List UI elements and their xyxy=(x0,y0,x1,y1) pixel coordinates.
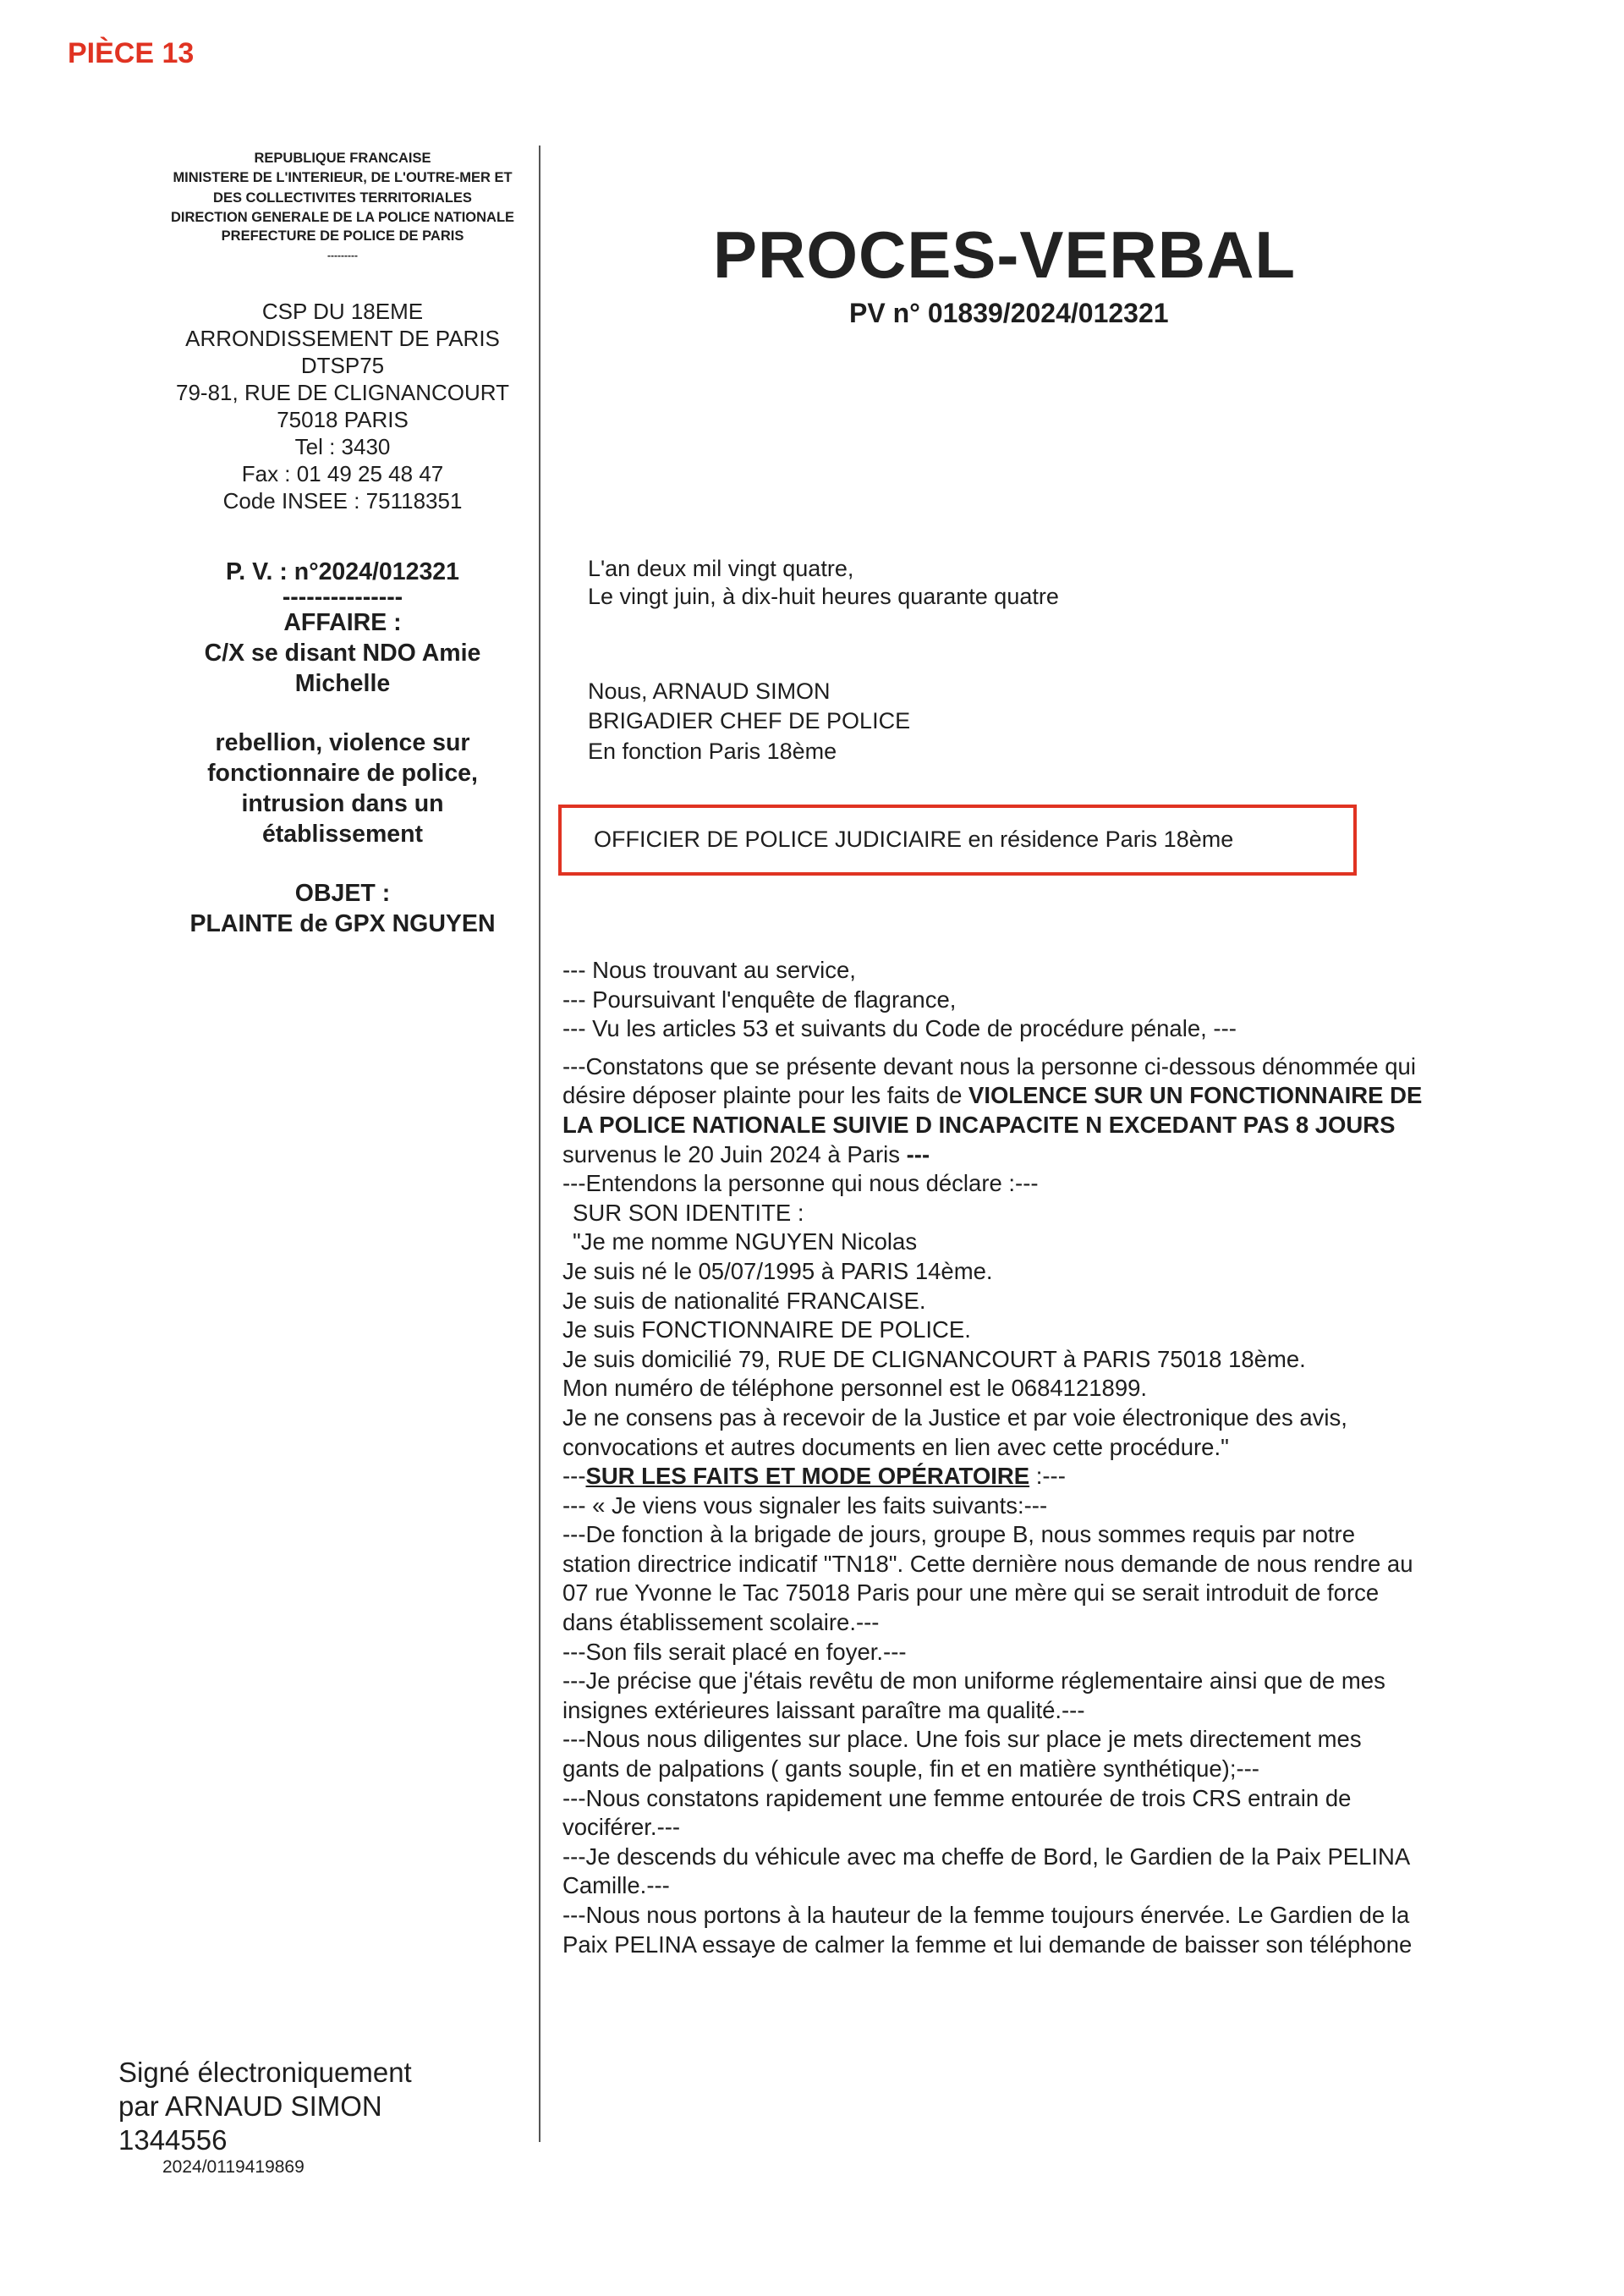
objet-value: PLAINTE de GPX NGUYEN xyxy=(189,910,496,937)
officer-line: BRIGADIER CHEF DE POLICE xyxy=(588,708,911,733)
electronic-signature xyxy=(118,2056,412,2157)
identity-line: "Je me nomme NGUYEN Nicolas xyxy=(573,1228,918,1255)
affaire-line: Michelle xyxy=(294,670,391,697)
pv-number: PV n° 01839/2024/012321 xyxy=(849,298,1169,328)
administration-line: DES COLLECTIVITES TERRITORIALES xyxy=(213,190,472,206)
affaire-label: AFFAIRE : xyxy=(283,609,402,636)
pv-reference: P. V. : n°2024/012321 xyxy=(225,558,460,585)
affaire-line: C/X se disant NDO Amie xyxy=(204,640,481,667)
facts-heading: ---SUR LES FAITS ET MODE OPÉRATOIRE :--- xyxy=(562,1463,1066,1490)
identity-line: convocations et autres documents en lien avec cette procédure." xyxy=(562,1433,1229,1460)
separator: --------------- xyxy=(282,584,403,611)
intro-line: --- Nous trouvant au service, xyxy=(562,957,856,983)
statement-body xyxy=(562,956,1527,1959)
service-address xyxy=(135,298,550,514)
signature-line: Signé électroniquement xyxy=(118,2057,412,2088)
identity-line: Je suis FONCTIONNAIRE DE POLICE. xyxy=(562,1316,971,1343)
offense-line: intrusion dans un xyxy=(241,790,444,817)
administration-header xyxy=(135,149,550,265)
facts-line: ---Je précise que j'étais revêtu de mon uniforme réglementaire ainsi que de mes xyxy=(562,1667,1385,1695)
address-line: Tel : 3430 xyxy=(294,434,391,459)
offense-line: établissement xyxy=(261,821,424,848)
signature-line: 1344556 xyxy=(118,2124,228,2156)
facts-line: ---Son fils serait placé en foyer.--- xyxy=(562,1638,907,1665)
address-line: DTSP75 xyxy=(300,353,385,378)
column-divider xyxy=(539,146,540,2142)
objet-label: OBJET : xyxy=(294,880,391,907)
facts-line: ---Je descends du véhicule avec ma cheffe de Bord, le Gardien de la Paix PELINA xyxy=(562,1843,1411,1870)
administration-line: DIRECTION GENERALE DE LA POLICE NATIONALE xyxy=(170,209,515,225)
identity-line: Je ne consens pas à recevoir de la Justice et par voie électronique des avis, xyxy=(562,1403,1347,1431)
address-line: Code INSEE : 75118351 xyxy=(222,488,463,514)
identity-line: Je suis né le 05/07/1995 à PARIS 14ème. xyxy=(562,1257,993,1284)
signature-reference: 2024/0119419869 xyxy=(162,2157,304,2177)
identity-heading: SUR SON IDENTITE : xyxy=(573,1199,804,1226)
address-line: ARRONDISSEMENT DE PARIS xyxy=(185,326,500,351)
address-line: CSP DU 18EME xyxy=(261,299,424,324)
officer-quality-box xyxy=(558,805,1357,876)
facts-line: Camille.--- xyxy=(562,1872,670,1899)
administration-line: MINISTERE DE L'INTERIEUR, DE L'OUTRE-MER ET xyxy=(173,169,513,185)
administration-line: REPUBLIQUE FRANCAISE xyxy=(254,151,431,166)
facts-line: dans établissement scolaire.--- xyxy=(562,1609,880,1636)
facts-line: 07 rue Yvonne le Tac 75018 Paris pour une mère qui se serait introduit de force xyxy=(562,1579,1380,1607)
facts-line: ---Nous nous diligentes sur place. Une fois sur place je mets directement mes xyxy=(562,1726,1362,1753)
date-line: Le vingt juin, à dix-huit heures quarante quatre xyxy=(588,584,1059,609)
complaint-line: LA POLICE NATIONALE SUIVIE D INCAPACITE N EXCEDANT PAS 8 JOURS xyxy=(562,1111,1396,1138)
facts-line: ---De fonction à la brigade de jours, groupe B, nous sommes requis par notre xyxy=(562,1521,1356,1548)
address-line: 75018 PARIS xyxy=(277,407,409,432)
date-line: L'an deux mil vingt quatre, xyxy=(588,556,854,581)
complaint-line: ---Entendons la personne qui nous déclare :--- xyxy=(562,1170,1039,1197)
address-line: 79-81, RUE DE CLIGNANCOURT xyxy=(176,380,509,405)
offense-line: rebellion, violence sur xyxy=(215,729,470,756)
intro-line: --- Vu les articles 53 et suivants du Code de procédure pénale, --- xyxy=(562,1015,1237,1042)
administration-line: --------- xyxy=(327,249,358,261)
complaint-line: désire déposer plainte pour les faits de VIOLENCE SUR UN FONCTIONNAIRE DE xyxy=(562,1082,1423,1109)
facts-line: vociférer.--- xyxy=(562,1814,681,1841)
officer-quality: OFFICIER DE POLICE JUDICIAIRE en résidence Paris 18ème xyxy=(594,827,1234,852)
identity-line: Je suis de nationalité FRANCAISE. xyxy=(562,1287,926,1314)
identity-line: Je suis domicilié 79, RUE DE CLIGNANCOURT à PARIS 75018 18ème. xyxy=(562,1345,1306,1372)
officer-line: En fonction Paris 18ème xyxy=(588,739,837,764)
officer-line: Nous, ARNAUD SIMON xyxy=(588,678,831,704)
facts-line: ---Nous nous portons à la hauteur de la femme toujours énervée. Le Gardien de la xyxy=(562,1902,1410,1928)
signature-line: par ARNAUD SIMON xyxy=(118,2090,382,2122)
identity-line: Mon numéro de téléphone personnel est le 0684121899. xyxy=(562,1375,1148,1402)
case-summary xyxy=(135,557,550,939)
complaint-line: ---Constatons que se présente devant nous la personne ci-dessous dénommée qui xyxy=(562,1052,1416,1079)
administration-line: PREFECTURE DE POLICE DE PARIS xyxy=(221,228,464,244)
complaint-line: survenus le 20 Juin 2024 à Paris --- xyxy=(562,1140,930,1167)
piece-label: PIÈCE 13 xyxy=(68,37,195,69)
facts-line: insignes extérieures laissant paraître ma qualité.--- xyxy=(562,1696,1085,1723)
facts-line: station directrice indicatif "TN18". Cette dernière nous demande de nous rendre au xyxy=(562,1550,1413,1577)
document-title: PROCES-VERBAL xyxy=(713,217,1297,292)
offense-line: fonctionnaire de police, xyxy=(207,760,478,787)
facts-line: gants de palpations ( gants souple, fin et en matière synthétique);--- xyxy=(562,1755,1259,1782)
address-line: Fax : 01 49 25 48 47 xyxy=(241,461,444,486)
facts-line: --- « Je viens vous signaler les faits suivants:--- xyxy=(562,1491,1048,1519)
facts-line: ---Nous constatons rapidement une femme entourée de trois CRS entrain de xyxy=(562,1784,1352,1811)
facts-line: Paix PELINA essaye de calmer la femme et lui demande de baisser son téléphone xyxy=(562,1931,1413,1958)
intro-line: --- Poursuivant l'enquête de flagrance, xyxy=(562,986,957,1013)
